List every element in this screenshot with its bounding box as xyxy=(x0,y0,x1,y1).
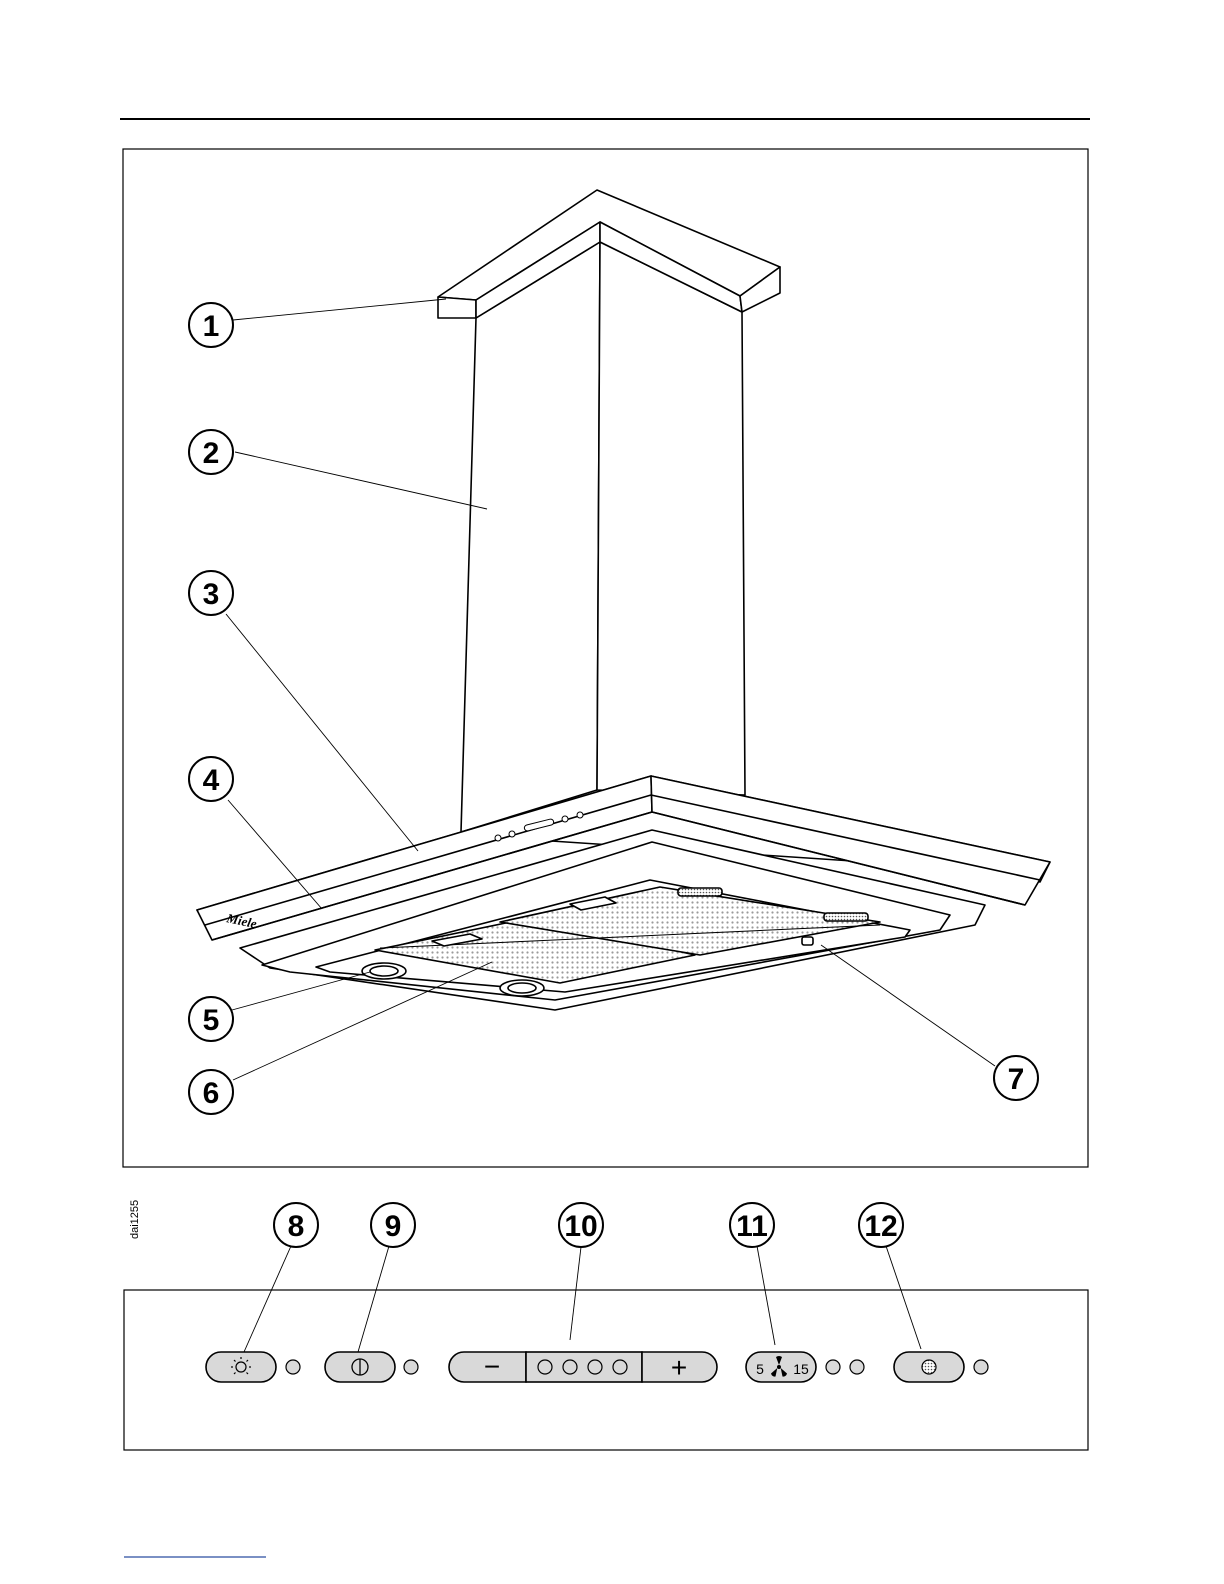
panel-leader-lines xyxy=(244,1246,921,1352)
timer-left-label: 5 xyxy=(756,1361,764,1377)
timer-right-label: 15 xyxy=(793,1361,809,1377)
callouts-panel xyxy=(274,1203,903,1247)
svg-text:+: + xyxy=(670,1352,688,1383)
timer-indicator-15 xyxy=(850,1360,864,1374)
filter-button[interactable] xyxy=(894,1352,964,1382)
rear-vent-left xyxy=(678,888,722,896)
sensor xyxy=(802,937,813,945)
svg-text:2: 2 xyxy=(202,437,220,470)
halogen-light-front-inner xyxy=(508,983,536,993)
chimney-right-face xyxy=(597,242,745,795)
figure-code: dai1255 xyxy=(129,1199,141,1239)
callout-6 xyxy=(189,1070,233,1114)
power-indicator xyxy=(404,1360,418,1374)
svg-text:6: 6 xyxy=(202,1077,220,1110)
callout-3 xyxy=(189,571,233,615)
callout-7 xyxy=(994,1056,1038,1100)
svg-text:10: 10 xyxy=(564,1210,598,1243)
svg-text:12: 12 xyxy=(864,1210,898,1243)
svg-text:8: 8 xyxy=(287,1210,305,1243)
svg-text:1: 1 xyxy=(202,310,220,343)
brand-logo: Miele xyxy=(225,910,259,932)
power-level-indicator-1 xyxy=(538,1360,552,1374)
svg-text:−: − xyxy=(483,1351,501,1382)
cooker-hood-illustration xyxy=(197,190,1050,1010)
power-level-indicator-3 xyxy=(588,1360,602,1374)
svg-text:9: 9 xyxy=(384,1210,402,1243)
power-level-indicator-2 xyxy=(563,1360,577,1374)
power-button[interactable] xyxy=(325,1352,395,1382)
callout-10 xyxy=(559,1203,603,1247)
filter-indicator xyxy=(974,1360,988,1374)
callout-12 xyxy=(859,1203,903,1247)
callout-5 xyxy=(189,997,233,1041)
rear-vent-right xyxy=(824,913,868,921)
timer-button[interactable] xyxy=(746,1352,816,1382)
callout-8 xyxy=(274,1203,318,1247)
light-button[interactable] xyxy=(206,1352,276,1382)
control-panel-buttons xyxy=(206,1351,988,1383)
filter-icon xyxy=(922,1360,936,1374)
light-indicator xyxy=(286,1360,300,1374)
chimney-left-face xyxy=(461,242,600,832)
svg-text:7: 7 xyxy=(1007,1063,1025,1096)
power-level-indicator-4 xyxy=(613,1360,627,1374)
callout-4 xyxy=(189,757,233,801)
ceiling-collar-left xyxy=(438,297,476,318)
plus-button[interactable] xyxy=(642,1352,717,1383)
callout-9 xyxy=(371,1203,415,1247)
halogen-light-left-inner xyxy=(370,966,398,976)
svg-text:5: 5 xyxy=(202,1004,220,1037)
callout-1 xyxy=(189,303,233,347)
svg-text:3: 3 xyxy=(202,578,220,611)
callout-11 xyxy=(730,1203,774,1247)
timer-indicator-5 xyxy=(826,1360,840,1374)
svg-text:11: 11 xyxy=(736,1210,768,1243)
minus-button[interactable] xyxy=(449,1351,526,1382)
callout-2 xyxy=(189,430,233,474)
svg-text:4: 4 xyxy=(202,764,220,797)
